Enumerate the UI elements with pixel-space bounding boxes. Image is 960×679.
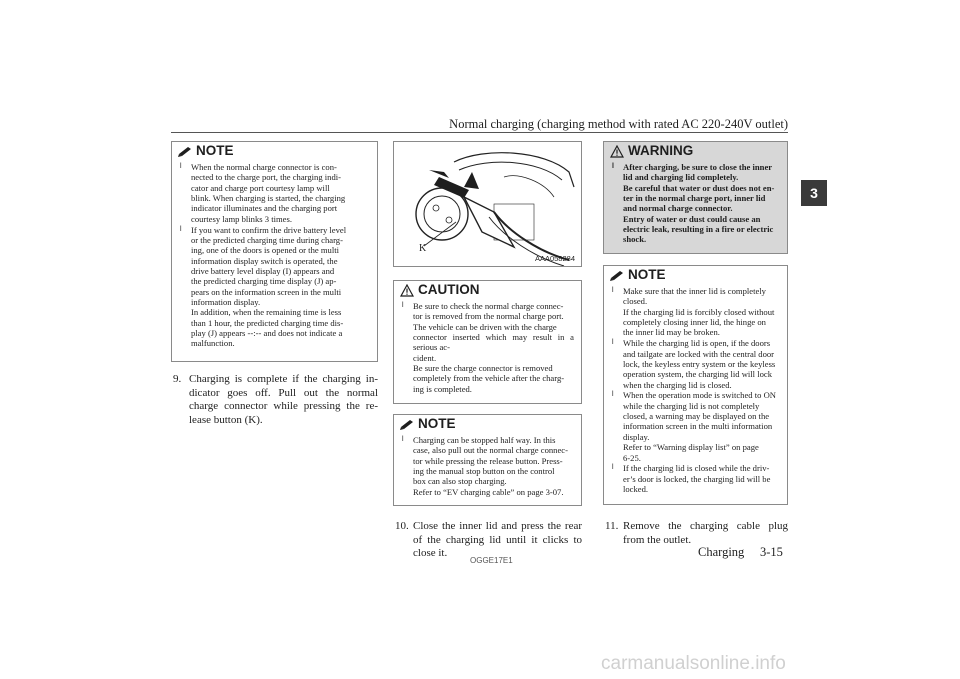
note-item: l Make sure that the inner lid is completely closed. If the charging lid is forcibly closed without completely closing inner lid, the hinge on the inner lid may be broken.: [612, 286, 775, 338]
note-header: [604, 266, 787, 286]
bullet-icon: l: [612, 163, 614, 170]
bullet-icon: l: [612, 339, 614, 347]
step-text: Close the inner lid and press the rear of the charging lid until it clicks to close it.: [413, 520, 582, 559]
note-list: [394, 435, 581, 502]
note-item: l Charging can be stopped half way. In this case, also pull out the normal charge connec- tor while pressing the release button. Press- ing the manual stop button on the control box can also stop charging. Refer to “EV charging cable” on page 3-07.: [402, 435, 568, 497]
note-pencil-icon: [400, 418, 415, 436]
bullet-icon: l: [180, 225, 182, 233]
note-item: l When the normal charge connector is con- nected to the charge port, the charging indi- cator and charge port courtesy lamp will blink. When charging is started, the charging indicator illuminates and the charging port courtesy lamp blinks 3 times.: [180, 162, 346, 224]
watermark: carmanualsonline.info: [601, 653, 786, 674]
bullet-icon: l: [180, 163, 182, 170]
note-label: NOTE: [196, 143, 234, 158]
caution-item: l Be sure to check the normal charge connec- tor is removed from the normal charge port. The vehicle can be driven with the charge connector inserted which may result in a serious ac- cident. Be sure the charge connector is removed completely from the vehicle after the charg- ing is completed.: [402, 301, 574, 394]
note-pencil-icon: [178, 145, 193, 163]
caution-triangle-icon: [400, 284, 414, 302]
step-10: [395, 520, 582, 561]
step-text: Remove the charging cable plug from the outlet.: [623, 520, 788, 546]
caution-header: [394, 281, 581, 301]
bullet-icon: l: [402, 302, 404, 309]
footer-doc-code: OGGE17E1: [470, 556, 513, 565]
note-item: l If the charging lid is closed while the driv- er’s door is locked, the charging lid will be locked.: [612, 463, 771, 495]
warning-label: WARNING: [628, 143, 694, 158]
step-number: 11.: [605, 520, 619, 532]
warning-triangle-icon: [610, 145, 624, 163]
footer-page-number: 3-15: [760, 545, 783, 559]
bullet-icon: l: [612, 391, 614, 399]
step-number: 9.: [173, 373, 182, 385]
warning-list: [604, 162, 787, 249]
chapter-tab: 3: [801, 180, 827, 206]
step-text: Charging is complete if the charging in- dicator goes off. Pull out the normal charge connector while pressing the re- lease button (K).: [189, 373, 378, 426]
caution-list: [394, 301, 581, 399]
caution-label: CAUTION: [418, 282, 480, 297]
step-9: [173, 373, 378, 427]
note-list: [172, 162, 377, 353]
note-label: NOTE: [418, 416, 456, 431]
step-11: [605, 520, 788, 547]
figure-charge-connector: [393, 141, 582, 267]
note-header: [172, 142, 377, 162]
note-item: l When the operation mode is switched to ON while the charging lid is not completely closed, a warning may be displayed on the information screen in the multi information display. Refer to “Warning display list” on page 6-25.: [612, 390, 776, 463]
note-label: NOTE: [628, 267, 666, 282]
footer-section-name: Charging: [698, 545, 745, 559]
bullet-icon: l: [612, 287, 614, 294]
figure-code: AAA058284: [534, 254, 575, 263]
note-item: l While the charging lid is open, if the doors and tailgate are locked with the central door lock, the keyless entry system or the keyless operation system, the charging lid will lock when the charging lid is closed.: [612, 338, 776, 390]
note-item: l If you want to confirm the drive battery level or the predicted charging time during charg- ing, one of the doors is opened or the multi information display switch is operated, the drive battery level display (I) appears and the predicted charging time display (J) ap- pears on the information screen in the multi information display. In addition, when the remaining time is less than 1 hour, the predicted charging time dis- play (J) appears --:-- and does not indicate a malfunction.: [180, 224, 347, 349]
note-pencil-icon: [610, 269, 625, 287]
bullet-icon: l: [612, 464, 614, 472]
warning-item: l After charging, be sure to close the inner lid and charging lid completely. Be careful that water or dust does not en- ter in the normal charge port, inner lid and normal charge connector. Entry of water or dust could cause an electric leak, resulting in a fire or electric shock.: [612, 162, 775, 245]
note-box-left: [171, 141, 378, 362]
callout-k: K: [419, 243, 427, 254]
running-header: Normal charging (charging method with rated AC 220-240V outlet): [449, 117, 788, 131]
note-box-right: [603, 265, 788, 505]
step-number: 10.: [395, 520, 409, 532]
note-box-middle: [393, 414, 582, 506]
caution-box: [393, 280, 582, 404]
warning-header: [604, 142, 787, 162]
note-list: [604, 286, 787, 499]
note-header: [394, 415, 581, 435]
header-rule: [171, 132, 788, 133]
warning-box: [603, 141, 788, 254]
bullet-icon: l: [402, 436, 404, 443]
